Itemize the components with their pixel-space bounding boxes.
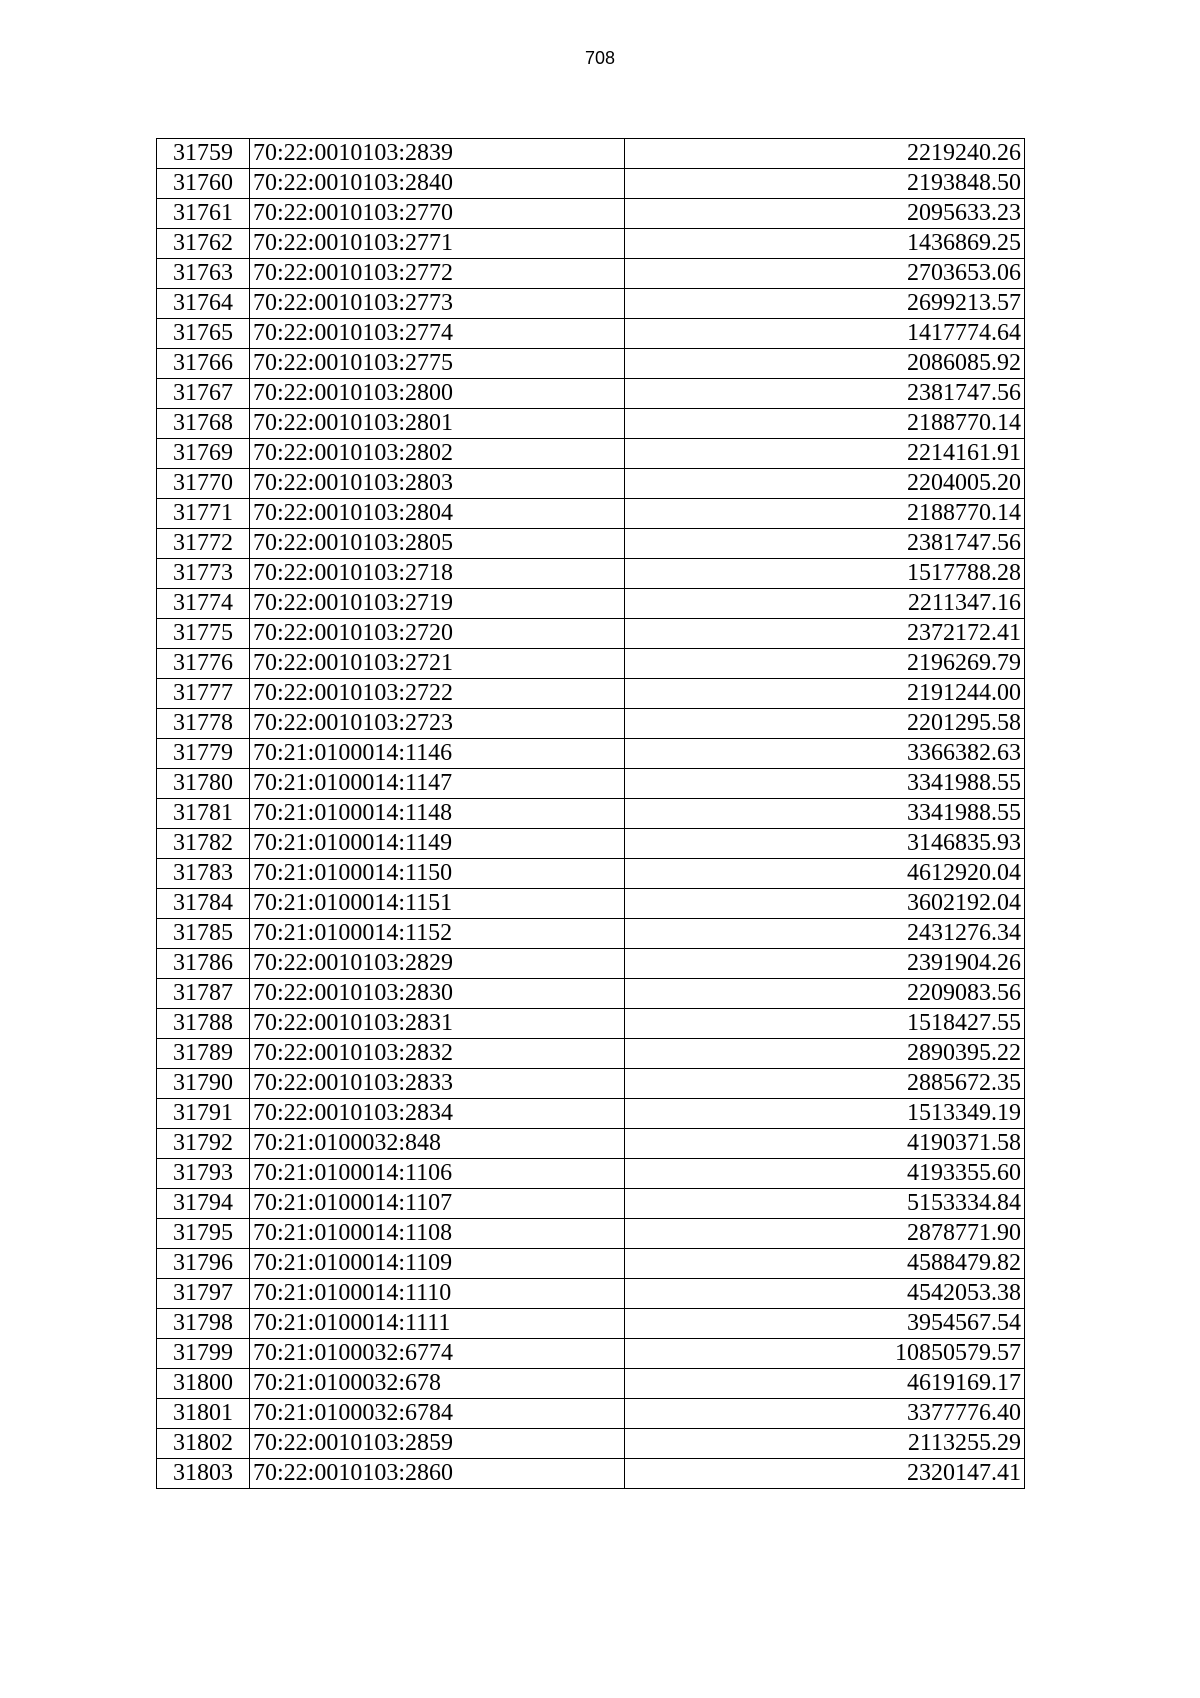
page-number: 708 <box>584 48 616 68</box>
cadastral-number-cell: 70:21:0100032:848 <box>250 1129 625 1159</box>
table-row <box>157 589 1025 619</box>
cadastral-value-cell: 4612920.04 <box>625 859 1025 889</box>
cadastral-number-cell: 70:22:0010103:2770 <box>250 199 625 229</box>
cadastral-number-cell: 70:21:0100014:1110 <box>250 1279 625 1309</box>
table-row <box>157 889 1025 919</box>
row-number-cell: 31792 <box>157 1129 250 1159</box>
cadastral-value-cell: 4542053.38 <box>625 1279 1025 1309</box>
row-number-cell: 31795 <box>157 1219 250 1249</box>
cadastral-value-cell: 2201295.58 <box>625 709 1025 739</box>
cadastral-value-cell: 2209083.56 <box>625 979 1025 1009</box>
row-number-cell: 31784 <box>157 889 250 919</box>
table-row <box>157 1249 1025 1279</box>
cadastral-number-cell: 70:21:0100014:1152 <box>250 919 625 949</box>
row-number-cell: 31793 <box>157 1159 250 1189</box>
row-number-cell: 31774 <box>157 589 250 619</box>
table-row <box>157 469 1025 499</box>
row-number-cell: 31780 <box>157 769 250 799</box>
row-number-cell: 31766 <box>157 349 250 379</box>
table-row <box>157 199 1025 229</box>
row-number-cell: 31796 <box>157 1249 250 1279</box>
cadastral-number-cell: 70:22:0010103:2829 <box>250 949 625 979</box>
cadastral-number-cell: 70:22:0010103:2722 <box>250 679 625 709</box>
row-number-cell: 31789 <box>157 1039 250 1069</box>
cadastral-number-cell: 70:21:0100014:1146 <box>250 739 625 769</box>
table-row <box>157 619 1025 649</box>
cadastral-value-cell: 2188770.14 <box>625 499 1025 529</box>
table-row <box>157 1039 1025 1069</box>
cadastral-value-cell: 3377776.40 <box>625 1399 1025 1429</box>
table-row <box>157 379 1025 409</box>
table-row <box>157 1399 1025 1429</box>
cadastral-value-cell: 2086085.92 <box>625 349 1025 379</box>
table-row <box>157 1009 1025 1039</box>
row-number-cell: 31771 <box>157 499 250 529</box>
cadastral-number-cell: 70:21:0100014:1150 <box>250 859 625 889</box>
row-number-cell: 31798 <box>157 1309 250 1339</box>
row-number-cell: 31801 <box>157 1399 250 1429</box>
row-number-cell: 31773 <box>157 559 250 589</box>
cadastral-number-cell: 70:22:0010103:2804 <box>250 499 625 529</box>
cadastral-number-cell: 70:21:0100014:1109 <box>250 1249 625 1279</box>
cadastral-value-cell: 2890395.22 <box>625 1039 1025 1069</box>
row-number-cell: 31790 <box>157 1069 250 1099</box>
table-row <box>157 439 1025 469</box>
row-number-cell: 31765 <box>157 319 250 349</box>
row-number-cell: 31767 <box>157 379 250 409</box>
table-row <box>157 139 1025 169</box>
table-row <box>157 1339 1025 1369</box>
table-row <box>157 1159 1025 1189</box>
table-row <box>157 529 1025 559</box>
table-row <box>157 289 1025 319</box>
table-row <box>157 769 1025 799</box>
table-row <box>157 859 1025 889</box>
table-row <box>157 1129 1025 1159</box>
row-number-cell: 31800 <box>157 1369 250 1399</box>
cadastral-number-cell: 70:22:0010103:2773 <box>250 289 625 319</box>
cadastral-value-cell: 2431276.34 <box>625 919 1025 949</box>
cadastral-value-cell: 2188770.14 <box>625 409 1025 439</box>
cadastral-number-cell: 70:22:0010103:2720 <box>250 619 625 649</box>
cadastral-value-cell: 2113255.29 <box>625 1429 1025 1459</box>
table-row <box>157 1459 1025 1489</box>
cadastral-number-cell: 70:21:0100014:1106 <box>250 1159 625 1189</box>
cadastral-number-cell: 70:21:0100014:1151 <box>250 889 625 919</box>
cadastral-value-cell: 2372172.41 <box>625 619 1025 649</box>
cadastral-number-cell: 70:21:0100014:1107 <box>250 1189 625 1219</box>
table-row <box>157 649 1025 679</box>
cadastral-number-cell: 70:22:0010103:2830 <box>250 979 625 1009</box>
cadastral-value-cell: 2703653.06 <box>625 259 1025 289</box>
cadastral-number-cell: 70:22:0010103:2833 <box>250 1069 625 1099</box>
table-row <box>157 1099 1025 1129</box>
row-number-cell: 31770 <box>157 469 250 499</box>
cadastral-number-cell: 70:22:0010103:2839 <box>250 139 625 169</box>
cadastral-value-cell: 1513349.19 <box>625 1099 1025 1129</box>
row-number-cell: 31772 <box>157 529 250 559</box>
table-row <box>157 559 1025 589</box>
table-row <box>157 409 1025 439</box>
cadastral-value-cell: 2320147.41 <box>625 1459 1025 1489</box>
cadastral-number-cell: 70:22:0010103:2803 <box>250 469 625 499</box>
row-number-cell: 31776 <box>157 649 250 679</box>
cadastral-number-cell: 70:22:0010103:2723 <box>250 709 625 739</box>
table-row <box>157 259 1025 289</box>
row-number-cell: 31803 <box>157 1459 250 1489</box>
cadastral-value-cell: 2196269.79 <box>625 649 1025 679</box>
cadastral-value-cell: 1417774.64 <box>625 319 1025 349</box>
row-number-cell: 31778 <box>157 709 250 739</box>
table-row <box>157 1369 1025 1399</box>
row-number-cell: 31782 <box>157 829 250 859</box>
row-number-cell: 31783 <box>157 859 250 889</box>
table-row <box>157 829 1025 859</box>
cadastral-value-cell: 3341988.55 <box>625 769 1025 799</box>
row-number-cell: 31759 <box>157 139 250 169</box>
row-number-cell: 31768 <box>157 409 250 439</box>
cadastral-value-cell: 1436869.25 <box>625 229 1025 259</box>
cadastral-number-cell: 70:22:0010103:2775 <box>250 349 625 379</box>
cadastral-value-cell: 2219240.26 <box>625 139 1025 169</box>
table-row <box>157 499 1025 529</box>
table-body <box>157 139 1025 1489</box>
cadastral-number-cell: 70:21:0100032:678 <box>250 1369 625 1399</box>
cadastral-value-cell: 10850579.57 <box>625 1339 1025 1369</box>
cadastral-value-cell: 4190371.58 <box>625 1129 1025 1159</box>
cadastral-number-cell: 70:22:0010103:2831 <box>250 1009 625 1039</box>
table-row <box>157 799 1025 829</box>
cadastral-value-cell: 1518427.55 <box>625 1009 1025 1039</box>
row-number-cell: 31794 <box>157 1189 250 1219</box>
cadastral-number-cell: 70:21:0100032:6784 <box>250 1399 625 1429</box>
row-number-cell: 31761 <box>157 199 250 229</box>
cadastral-value-cell: 3366382.63 <box>625 739 1025 769</box>
cadastral-value-cell: 2699213.57 <box>625 289 1025 319</box>
cadastral-number-cell: 70:22:0010103:2840 <box>250 169 625 199</box>
table-row <box>157 169 1025 199</box>
cadastral-number-cell: 70:22:0010103:2771 <box>250 229 625 259</box>
cadastral-number-cell: 70:21:0100014:1148 <box>250 799 625 829</box>
row-number-cell: 31799 <box>157 1339 250 1369</box>
data-table <box>156 138 1025 1489</box>
cadastral-number-cell: 70:22:0010103:2802 <box>250 439 625 469</box>
row-number-cell: 31787 <box>157 979 250 1009</box>
row-number-cell: 31802 <box>157 1429 250 1459</box>
cadastral-number-cell: 70:22:0010103:2774 <box>250 319 625 349</box>
table-row <box>157 739 1025 769</box>
cadastral-number-cell: 70:21:0100014:1111 <box>250 1309 625 1339</box>
cadastral-number-cell: 70:22:0010103:2832 <box>250 1039 625 1069</box>
cadastral-value-cell: 5153334.84 <box>625 1189 1025 1219</box>
table-row <box>157 679 1025 709</box>
table-row <box>157 1279 1025 1309</box>
table-row <box>157 1189 1025 1219</box>
cadastral-value-cell: 2885672.35 <box>625 1069 1025 1099</box>
table-row <box>157 949 1025 979</box>
cadastral-value-cell: 2095633.23 <box>625 199 1025 229</box>
row-number-cell: 31791 <box>157 1099 250 1129</box>
cadastral-value-cell: 3146835.93 <box>625 829 1025 859</box>
row-number-cell: 31785 <box>157 919 250 949</box>
row-number-cell: 31769 <box>157 439 250 469</box>
table-row <box>157 319 1025 349</box>
cadastral-value-cell: 2211347.16 <box>625 589 1025 619</box>
table-row <box>157 979 1025 1009</box>
cadastral-number-cell: 70:22:0010103:2834 <box>250 1099 625 1129</box>
cadastral-number-cell: 70:22:0010103:2721 <box>250 649 625 679</box>
table-row <box>157 1429 1025 1459</box>
table-row <box>157 229 1025 259</box>
cadastral-number-cell: 70:22:0010103:2801 <box>250 409 625 439</box>
row-number-cell: 31779 <box>157 739 250 769</box>
cadastral-value-cell: 3602192.04 <box>625 889 1025 919</box>
row-number-cell: 31762 <box>157 229 250 259</box>
cadastral-number-cell: 70:22:0010103:2719 <box>250 589 625 619</box>
table-row <box>157 1309 1025 1339</box>
table-row <box>157 349 1025 379</box>
row-number-cell: 31763 <box>157 259 250 289</box>
cadastral-number-cell: 70:22:0010103:2772 <box>250 259 625 289</box>
table-row <box>157 919 1025 949</box>
row-number-cell: 31788 <box>157 1009 250 1039</box>
cadastral-number-cell: 70:21:0100032:6774 <box>250 1339 625 1369</box>
row-number-cell: 31764 <box>157 289 250 319</box>
cadastral-number-cell: 70:22:0010103:2718 <box>250 559 625 589</box>
cadastral-value-cell: 4588479.82 <box>625 1249 1025 1279</box>
cadastral-number-cell: 70:21:0100014:1149 <box>250 829 625 859</box>
cadastral-value-cell: 2391904.26 <box>625 949 1025 979</box>
table-row <box>157 709 1025 739</box>
cadastral-value-cell: 2193848.50 <box>625 169 1025 199</box>
cadastral-number-cell: 70:21:0100014:1147 <box>250 769 625 799</box>
row-number-cell: 31781 <box>157 799 250 829</box>
cadastral-number-cell: 70:21:0100014:1108 <box>250 1219 625 1249</box>
cadastral-number-cell: 70:22:0010103:2860 <box>250 1459 625 1489</box>
cadastral-number-cell: 70:22:0010103:2859 <box>250 1429 625 1459</box>
cadastral-number-cell: 70:22:0010103:2800 <box>250 379 625 409</box>
cadastral-number-cell: 70:22:0010103:2805 <box>250 529 625 559</box>
cadastral-value-cell: 4193355.60 <box>625 1159 1025 1189</box>
row-number-cell: 31760 <box>157 169 250 199</box>
row-number-cell: 31786 <box>157 949 250 979</box>
cadastral-value-cell: 3954567.54 <box>625 1309 1025 1339</box>
cadastral-value-cell: 2381747.56 <box>625 529 1025 559</box>
row-number-cell: 31775 <box>157 619 250 649</box>
cadastral-value-cell: 2381747.56 <box>625 379 1025 409</box>
cadastral-value-cell: 2214161.91 <box>625 439 1025 469</box>
cadastral-value-cell: 2878771.90 <box>625 1219 1025 1249</box>
row-number-cell: 31777 <box>157 679 250 709</box>
table-row <box>157 1069 1025 1099</box>
cadastral-value-cell: 2204005.20 <box>625 469 1025 499</box>
cadastral-value-cell: 1517788.28 <box>625 559 1025 589</box>
cadastral-value-cell: 2191244.00 <box>625 679 1025 709</box>
table-row <box>157 1219 1025 1249</box>
cadastral-value-cell: 4619169.17 <box>625 1369 1025 1399</box>
cadastral-value-cell: 3341988.55 <box>625 799 1025 829</box>
row-number-cell: 31797 <box>157 1279 250 1309</box>
